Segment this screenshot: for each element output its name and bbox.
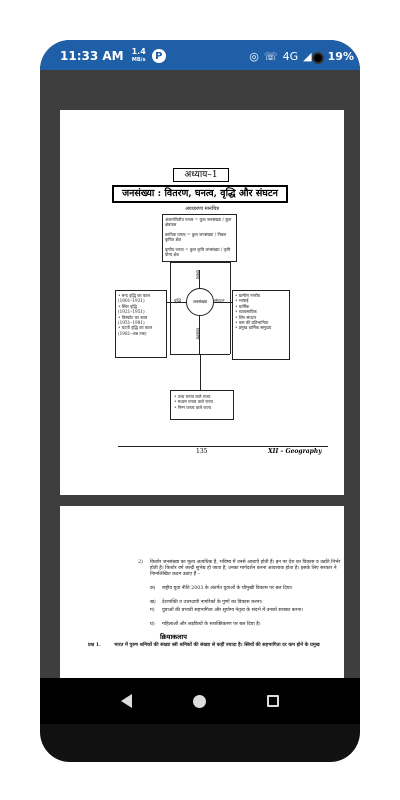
list-item-number: ख) bbox=[150, 600, 156, 605]
frame-top bbox=[170, 262, 230, 263]
hotspot-icon: ◎ bbox=[249, 49, 259, 63]
list-item bbox=[150, 586, 343, 592]
density-item: कृषीय घनत्व = कुल कृषि जनसंख्या / कृषि योग्य क्षेत्र bbox=[165, 246, 231, 258]
question-text: भारत में पुरुष श्रमिकों की संख्या स्त्री श्रमिकों की संख्या से कहीं ज्यादा है। स्त्रियों की सहभागिता दर कम होने के प्रमुख bbox=[114, 642, 320, 648]
growth-item: • स्थिर वृद्धि bbox=[118, 303, 137, 309]
label-growth: वृद्धि bbox=[174, 299, 182, 304]
subject-label: XII – Geography bbox=[268, 448, 322, 455]
connector-bottom bbox=[200, 355, 201, 390]
clock: 11:33 AM bbox=[60, 49, 124, 63]
growth-item: (1981–अब तक) bbox=[118, 330, 147, 336]
question-number: प्रश्न 1. bbox=[88, 642, 101, 648]
list-item bbox=[150, 608, 343, 614]
growth-item: • मन्द वृद्धि का काल bbox=[118, 293, 151, 298]
list-item-text: देशभक्ति व उत्तरदायी नागरिकों के गुणों का विकास करना। bbox=[162, 600, 263, 605]
growth-item: • विस्फोट का काल bbox=[118, 314, 148, 320]
footer-rule bbox=[118, 446, 328, 447]
distribution-item: • उच्च घनत्व वाले राज्य bbox=[174, 394, 211, 399]
growth-item: (1921–1951) bbox=[118, 309, 145, 315]
distribution-item: • निम्न घनत्व वाले राज्य bbox=[174, 404, 212, 410]
chapter-title: जनसंख्या : वितरण, घनत्व, वृद्धि और संघटन bbox=[112, 185, 288, 203]
list-item-text: युवाओं की प्रभावी सहभागिता और सुयोग्य नेतृत्व के संदर्भ में उनको सशक्त करना। bbox=[162, 608, 304, 613]
frame-right bbox=[230, 262, 231, 354]
composition-item: • व्यावसायिक bbox=[235, 309, 257, 315]
composition-box bbox=[232, 290, 290, 360]
speed-unit: MB/s bbox=[131, 57, 146, 63]
status-icons bbox=[249, 50, 354, 63]
list-item-text: महिलाओं और लड़कियों के सशक्तिकरण पर बल दिया है। bbox=[162, 622, 261, 627]
paragraph-text: किशोर जनसंख्या का मूल्य अत्यधिक है, भविष्य में उनसे आशाएँ होती हैं। इन पर देश का विकास व उन्नति निर्भर होती है। किशोर वर्ग जल्दी सुभेद्य हो जाता है, उनका मार्गदर्शन करना आवश्यक होता है। इसके लिए सरकार ने निम्नलिखित कदम उठाए हैं – bbox=[150, 560, 341, 578]
center-node: जनसंख्या bbox=[186, 288, 214, 316]
wifi-calling-icon: ☏ bbox=[263, 49, 278, 63]
diagram-title: अवधारणा मानचित्र bbox=[185, 206, 219, 212]
growth-box bbox=[115, 290, 167, 358]
paragraph-2 bbox=[138, 560, 343, 579]
label-composition: संघटन bbox=[214, 299, 225, 304]
label-distribution: वितरण bbox=[194, 328, 199, 340]
density-item: अंकगणितीय घनत्व = कुल जनसंख्या / कुल क्षेत्रफल bbox=[165, 217, 232, 228]
phone-device bbox=[40, 40, 360, 762]
list-item-number: क) bbox=[150, 586, 156, 591]
signal-icon: ◢ bbox=[303, 49, 312, 63]
navigation-bar bbox=[40, 678, 360, 724]
chapter-label: अध्याय–1 bbox=[173, 168, 229, 182]
composition-item: • लिंग संघटन bbox=[235, 314, 257, 320]
back-icon[interactable] bbox=[121, 694, 132, 708]
growth-item: (1901–1921) bbox=[118, 298, 145, 304]
frame-left bbox=[170, 262, 171, 354]
app-notification-icon: P bbox=[152, 49, 166, 63]
composition-item: • धार्मिक bbox=[235, 303, 250, 309]
network-speed bbox=[132, 48, 146, 64]
composition-item: • भाषाई bbox=[235, 298, 249, 304]
paragraph-number: 2) bbox=[138, 560, 143, 565]
label-density: घनत्व bbox=[194, 270, 199, 279]
list-item-number: ग) bbox=[150, 608, 155, 613]
recent-apps-icon[interactable] bbox=[267, 695, 279, 707]
growth-item: • घटती वृद्धि का काल bbox=[118, 325, 153, 331]
question bbox=[88, 642, 343, 648]
speed-value: 1.4 bbox=[131, 47, 146, 56]
composition-item: • ग्रामीण नगरीय bbox=[235, 293, 261, 298]
composition-item: • कम की प्रतिभागिता bbox=[235, 320, 269, 326]
home-icon[interactable] bbox=[193, 695, 206, 708]
composition-item: • प्रमुख धार्मिक समुदाय bbox=[235, 325, 272, 331]
list-item bbox=[150, 622, 343, 628]
distribution-item: • मध्यम घनत्व वाले राज्य bbox=[174, 399, 213, 405]
density-box bbox=[162, 214, 237, 262]
activity-heading: क्रियाकलाप bbox=[160, 633, 187, 641]
page-number: 135 bbox=[196, 448, 208, 455]
list-item-number: घ) bbox=[150, 622, 155, 627]
list-item bbox=[150, 600, 343, 606]
list-item-text: राष्ट्रीय युवा नीति 2003 के अंतर्गत युवाओं के चौमुखी विकास पर बल दिया। bbox=[162, 586, 293, 591]
growth-item: (1951–1981) bbox=[118, 320, 145, 326]
battery-level: 19% bbox=[327, 49, 354, 63]
front-camera bbox=[312, 52, 324, 64]
network-type: 4G bbox=[282, 49, 299, 63]
density-item: कायिक घनत्व = कुल जनसंख्या / निबल कृषित क्षेत्र bbox=[165, 231, 227, 243]
distribution-box bbox=[170, 390, 234, 420]
